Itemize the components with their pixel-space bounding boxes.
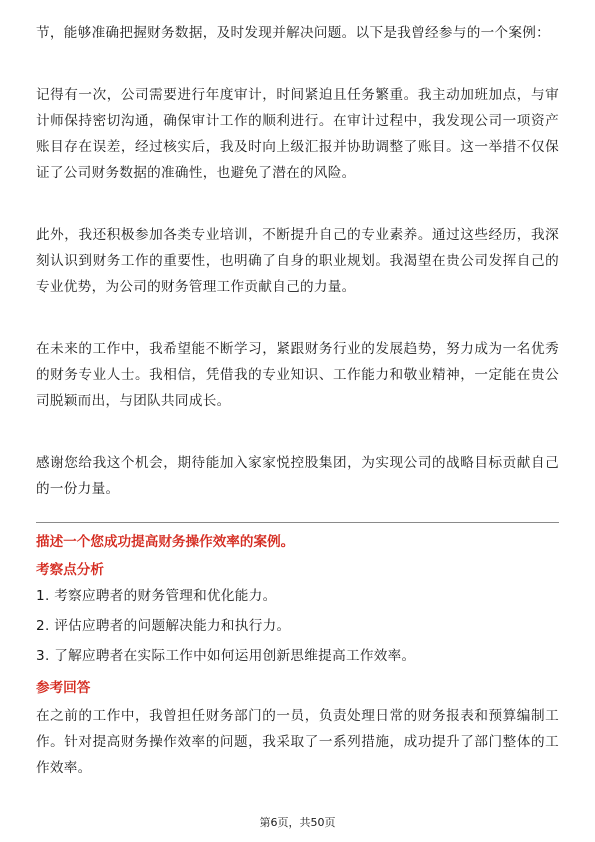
section-divider	[36, 522, 559, 523]
interview-question: 描述一个您成功提高财务操作效率的案例。	[36, 534, 295, 550]
paragraph-intro: 节，能够准确把握财务数据，及时发现并解决问题。以下是我曾经参与的一个案例：	[36, 25, 551, 41]
analysis-point: 1. 考察应聘者的财务管理和优化能力。	[36, 588, 277, 604]
page-number: 第6页，共50页	[259, 816, 336, 829]
analysis-heading: 考察点分析	[36, 562, 104, 578]
paragraph-future: 在未来的工作中，我希望能不断学习，紧跟财务行业的发展趋势，努力成为一名优秀的财务专业人士。我相信，凭借我的专业知识、工作能力和敬业精神，一定能在贵公司脱颖而出，与团队共同成长。	[36, 341, 559, 409]
paragraph-audit-story: 记得有一次，公司需要进行年度审计，时间紧迫且任务繁重。我主动加班加点，与审计师保持密切沟通，确保审计工作的顺利进行。在审计过程中，我发现公司一项资产账目存在误差，经过核实后，我及时向上级汇报并协助调整了账目。这一举措不仅保证了公司财务数据的准确性，也避免了潜在的风险。	[36, 87, 559, 181]
analysis-point: 3. 了解应聘者在实际工作中如何运用创新思维提高工作效率。	[36, 648, 416, 664]
analysis-list	[36, 581, 559, 671]
paragraph-thanks: 感谢您给我这个机会，期待能加入家家悦控股集团，为实现公司的战略目标贡献自己的一份力量。	[36, 455, 559, 497]
analysis-point: 2. 评估应聘者的问题解决能力和执行力。	[36, 618, 291, 634]
paragraph-training: 此外，我还积极参加各类专业培训，不断提升自己的专业素养。通过这些经历，我深刻认识到财务工作的重要性，也明确了自身的职业规划。我渴望在贵公司发挥自己的专业优势，为公司的财务管理工作贡献自己的力量。	[36, 227, 559, 295]
document-body	[36, 20, 559, 781]
answer-heading: 参考回答	[36, 680, 91, 696]
answer-text: 在之前的工作中，我曾担任财务部门的一员，负责处理日常的财务报表和预算编制工作。针对提高财务操作效率的问题，我采取了一系列措施，成功提升了部门整体的工作效率。	[36, 708, 559, 776]
